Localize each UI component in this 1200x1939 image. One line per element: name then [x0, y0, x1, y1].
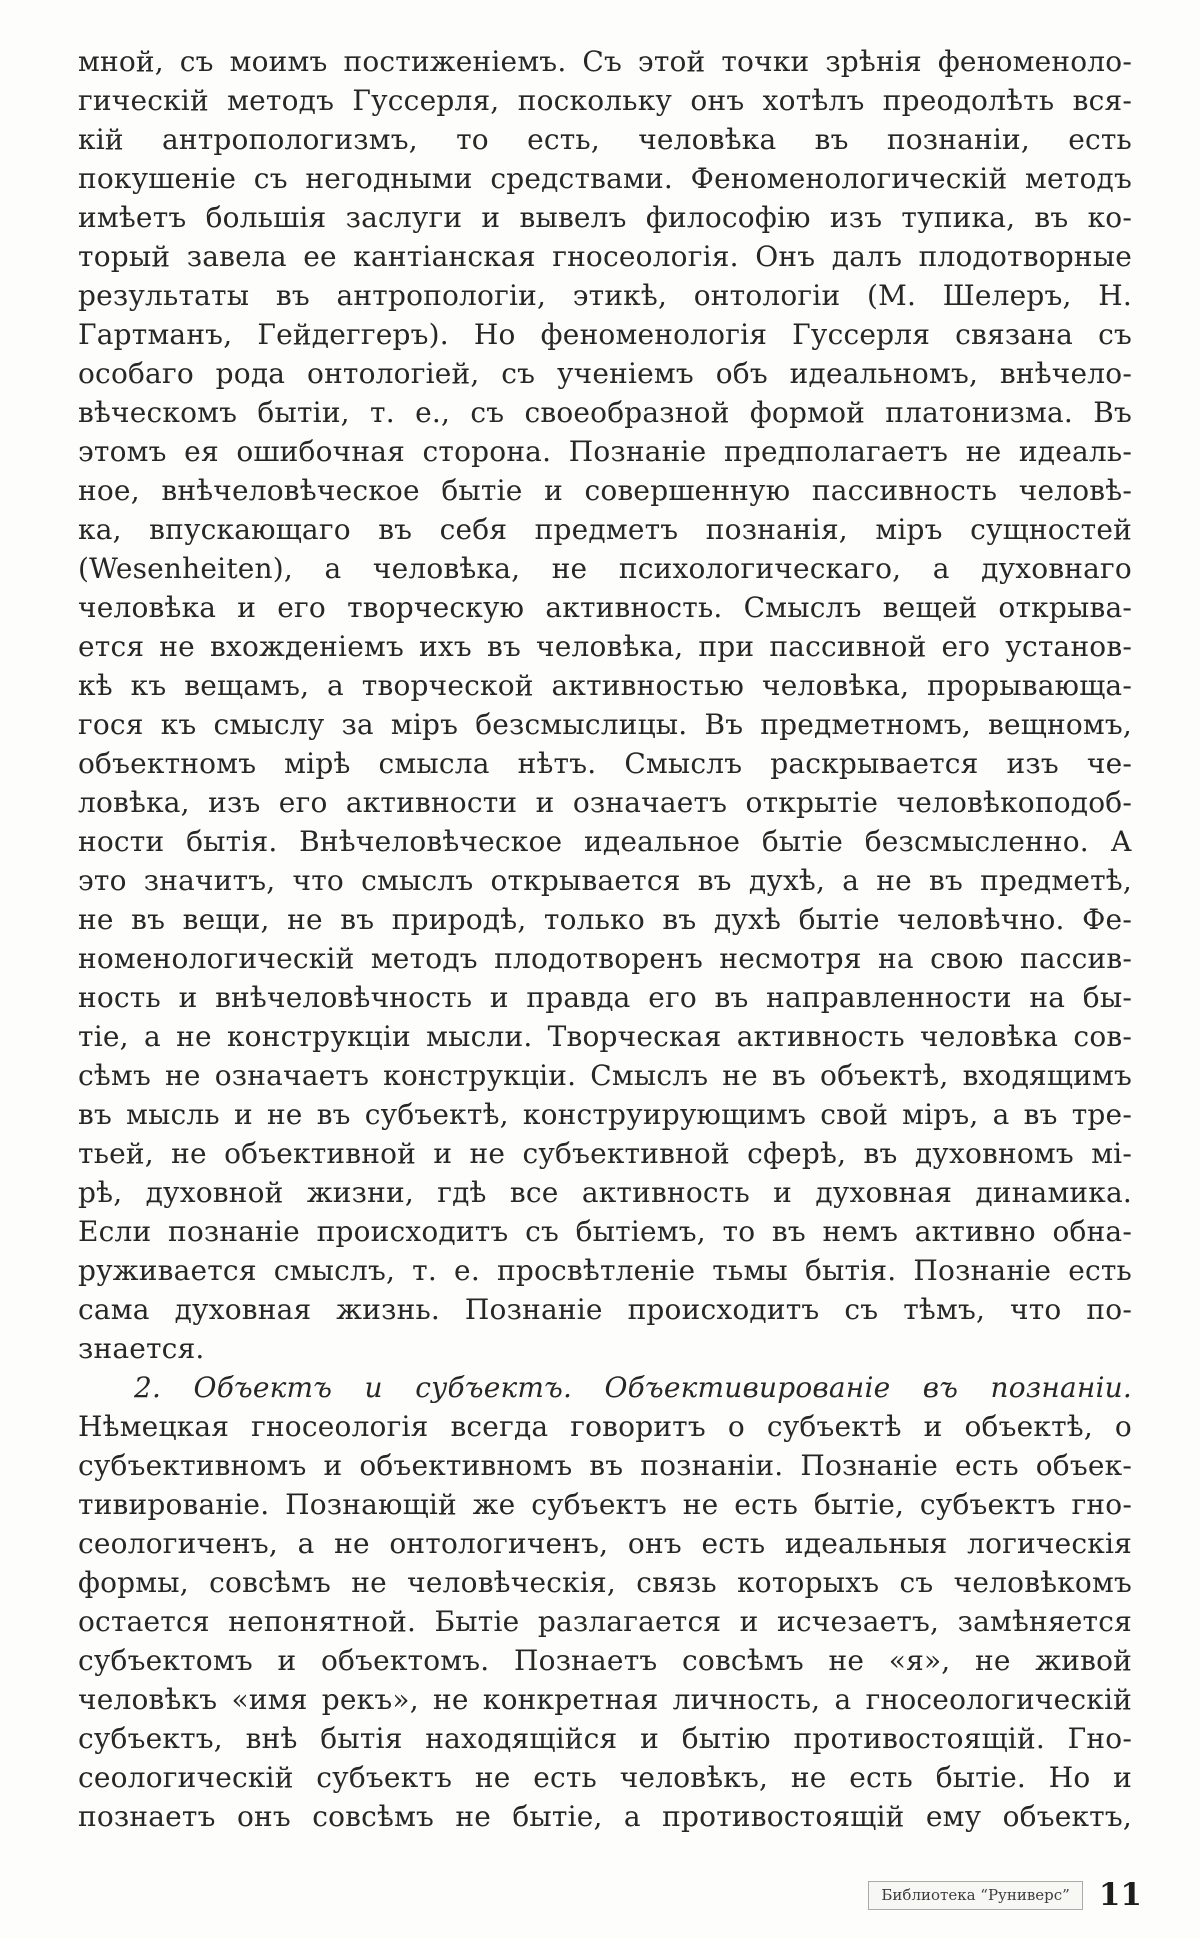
text-line: ка, впускающаго въ себя предметъ познанія, міръ сущностей: [78, 513, 1132, 546]
paragraph-object-subject: [78, 1368, 1132, 1836]
text-line: результаты въ антропологіи, этикѣ, онтологіи (М. Шелеръ, Н.: [78, 279, 1132, 312]
text-line: объектномъ мірѣ смысла нѣтъ. Смыслъ раскрывается изъ че-: [78, 747, 1132, 780]
text-line: сѣмъ не означаетъ конструкціи. Смыслъ не въ объектѣ, входящимъ: [78, 1059, 1132, 1092]
text-line: субъективномъ и объективномъ въ познаніи. Познаніе есть объек-: [78, 1449, 1132, 1482]
paragraph-phenomenology: [78, 42, 1132, 1368]
text-line: особаго рода онтологіей, съ ученіемъ объ идеальномъ, внѣчело-: [78, 357, 1132, 390]
text-line: познаетъ онъ совсѣмъ не бытіе, а противостоящій ему объектъ,: [78, 1800, 1132, 1833]
text-line: ется не вхожденіемъ ихъ въ человѣка, при пассивной его установ-: [78, 630, 1132, 663]
text-line: остается непонятной. Бытіе разлагается и исчезаетъ, замѣняется: [78, 1605, 1132, 1638]
text-line: ности бытія. Внѣчеловѣческое идеальное бытіе безсмысленно. А: [78, 825, 1132, 858]
text-line: ное, внѣчеловѣческое бытіе и совершенную пассивность человѣ-: [78, 474, 1132, 507]
text-line: ловѣка, изъ его активности и означаетъ открытіе человѣкоподоб-: [78, 786, 1132, 819]
text-line: этомъ ея ошибочная сторона. Познаніе предполагаетъ не идеаль-: [78, 435, 1132, 468]
text-line: не въ вещи, не въ природѣ, только въ духѣ бытіе человѣчно. Фе-: [78, 903, 1132, 936]
text-line: субъектомъ и объектомъ. Познаетъ совсѣмъ не «я», не живой: [78, 1644, 1132, 1677]
page-footer: [868, 1877, 1142, 1913]
text-line: Если познаніе происходитъ съ бытіемъ, то въ немъ активно обна-: [78, 1215, 1132, 1248]
text-line: 2. Объектъ и субъектъ. Объективированіе въ познаніи.: [134, 1371, 1132, 1404]
text-line: тивированіе. Познающій же субъектъ не есть бытіе, субъектъ гно-: [78, 1488, 1132, 1521]
text-line: Нѣмецкая гносеологія всегда говоритъ о субъектѣ и объектѣ, о: [78, 1410, 1132, 1443]
text-line: кій антропологизмъ, то есть, человѣка въ познаніи, есть: [78, 123, 1132, 156]
page-number: 11: [1098, 1877, 1142, 1913]
page-text: [78, 42, 1132, 1836]
text-line: Гартманъ, Гейдеггеръ). Но феноменологія Гуссерля связана съ: [78, 318, 1132, 351]
text-line: торый завела ее кантіанская гносеологія. Онъ далъ плодотворные: [78, 240, 1132, 273]
text-line: номенологическій методъ плодотворенъ несмотря на свою пассив-: [78, 942, 1132, 975]
text-line: тьей, не объективной и не субъективной сферѣ, въ духовномъ мі-: [78, 1137, 1132, 1170]
text-line: сама духовная жизнь. Познаніе происходитъ съ тѣмъ, что по-: [78, 1293, 1132, 1326]
text-line: рѣ, духовной жизни, гдѣ все активность и духовная динамика.: [78, 1176, 1132, 1209]
text-line: человѣкъ «имя рекъ», не конкретная личность, а гносеологическій: [78, 1683, 1132, 1716]
text-line: сеологическій субъектъ не есть человѣкъ, не есть бытіе. Но и: [78, 1761, 1132, 1794]
text-line: руживается смыслъ, т. е. просвѣтленіе тьмы бытія. Познаніе есть: [78, 1254, 1132, 1287]
text-line: это значитъ, что смыслъ открывается въ духѣ, а не въ предметѣ,: [78, 864, 1132, 897]
text-line: сеологиченъ, а не онтологиченъ, онъ есть идеальныя логическія: [78, 1527, 1132, 1560]
text-line: ность и внѣчеловѣчность и правда его въ направленности на бы-: [78, 981, 1132, 1014]
text-line: формы, совсѣмъ не человѣческія, связь которыхъ съ человѣкомъ: [78, 1566, 1132, 1599]
text-line: (Wesenheiten), а человѣка, не психологическаго, а духовнаго: [78, 552, 1132, 585]
text-line: мной, съ моимъ постиженіемъ. Съ этой точки зрѣнія феноменоло-: [78, 45, 1132, 78]
text-line: вѣческомъ бытіи, т. е., съ своеобразной формой платонизма. Въ: [78, 396, 1132, 429]
text-line: субъектъ, внѣ бытія находящійся и бытію противостоящій. Гно-: [78, 1722, 1132, 1755]
text-line: человѣка и его творческую активность. Смыслъ вещей открыва-: [78, 591, 1132, 624]
text-line: гическій методъ Гуссерля, поскольку онъ хотѣлъ преодолѣть вся-: [78, 84, 1132, 117]
runivers-library-stamp: Библиотека “Руниверс”: [868, 1881, 1082, 1910]
text-line: кѣ къ вещамъ, а творческой активностью человѣка, прорывающа-: [78, 669, 1132, 702]
text-line: тіе, а не конструкціи мысли. Творческая активность человѣка сов-: [78, 1020, 1132, 1053]
text-line: знается.: [78, 1332, 205, 1365]
text-line: имѣетъ большія заслуги и вывелъ философію изъ тупика, въ ко-: [78, 201, 1132, 234]
text-line: въ мысль и не въ субъектѣ, конструирующимъ свой міръ, а въ тре-: [78, 1098, 1132, 1131]
text-line: покушеніе съ негодными средствами. Феноменологическій методъ: [78, 162, 1132, 195]
text-line: гося къ смыслу за міръ безсмыслицы. Въ предметномъ, вещномъ,: [78, 708, 1132, 741]
